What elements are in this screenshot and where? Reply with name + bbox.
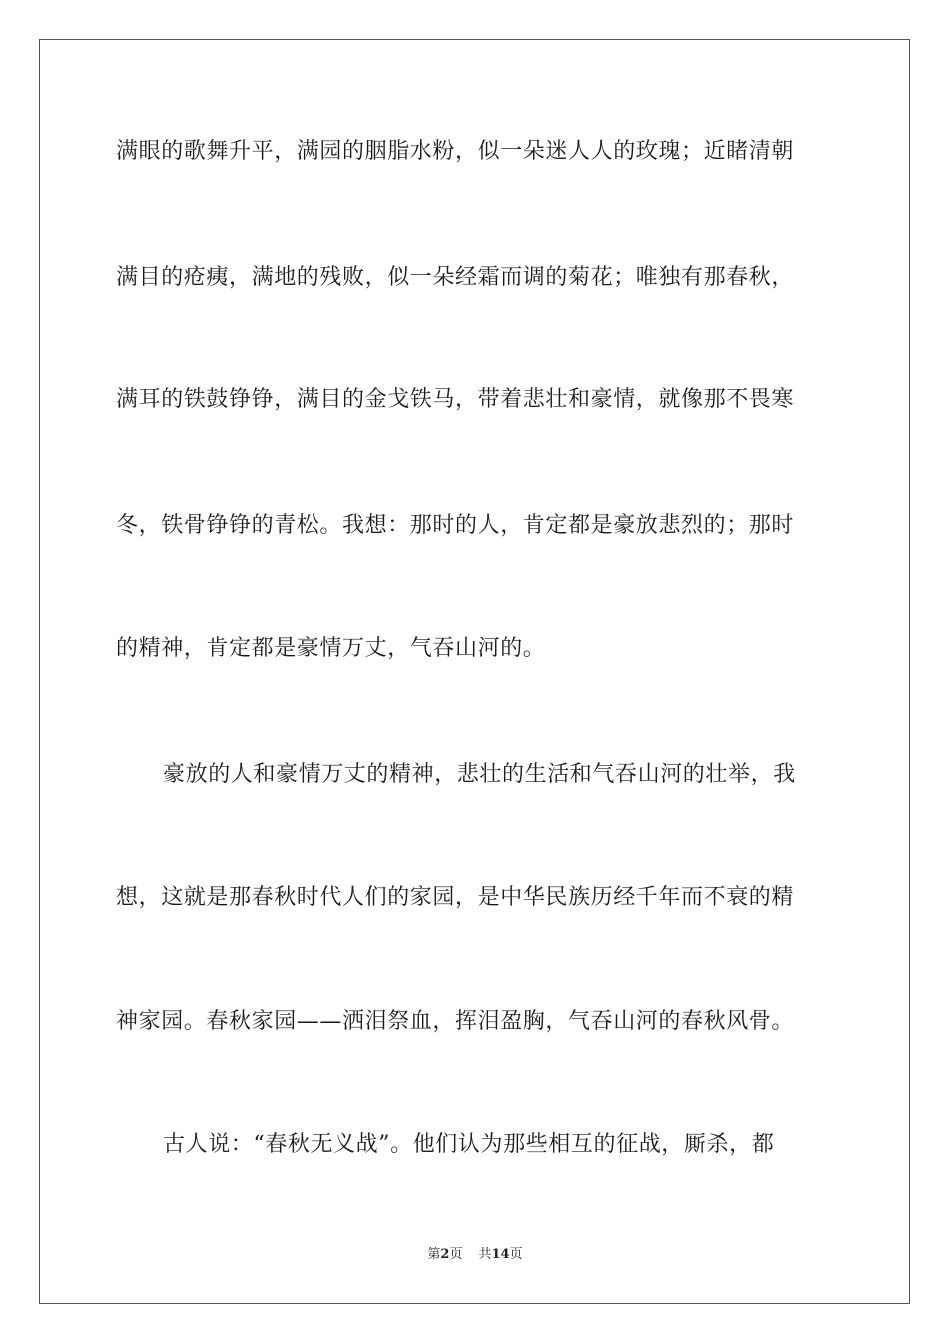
text-line-4: 冬，铁骨铮铮的青松。我想：那时的人，肯定都是豪放悲烈的；那时 (116, 513, 795, 538)
page-suffix: 页 (449, 1247, 463, 1262)
total-prefix: 共 (478, 1247, 492, 1262)
page-border (39, 39, 910, 1304)
text-line-3: 满耳的铁鼓铮铮，满目的金戈铁马，带着悲壮和豪情，就像那不畏寒 (116, 387, 795, 412)
page-number: 2 (440, 1247, 450, 1262)
page-footer (0, 1246, 950, 1264)
total-suffix: 页 (509, 1247, 523, 1262)
text-line-9: 古人说：“春秋无义战”。他们认为那些相互的征战，厮杀，都 (163, 1132, 775, 1157)
page-prefix: 第 (427, 1247, 441, 1262)
text-line-6: 豪放的人和豪情万丈的精神，悲壮的生活和气吞山河的壮举，我 (163, 762, 796, 787)
text-line-2: 满目的疮痍，满地的残败，似一朵经霜而调的菊花；唯独有那春秋， (116, 265, 795, 290)
total-pages: 14 (491, 1247, 510, 1262)
text-line-5: 的精神，肯定都是豪情万丈，气吞山河的。 (116, 636, 546, 661)
text-line-8: 神家园。春秋家园——洒泪祭血，挥泪盈胸，气吞山河的春秋风骨。 (116, 1009, 795, 1034)
text-line-7: 想，这就是那春秋时代人们的家园，是中华民族历经千年而不衰的精 (116, 885, 795, 910)
text-line-1: 满眼的歌舞升平，满园的胭脂水粉，似一朵迷人人的玫瑰；近睹清朝 (116, 139, 795, 164)
